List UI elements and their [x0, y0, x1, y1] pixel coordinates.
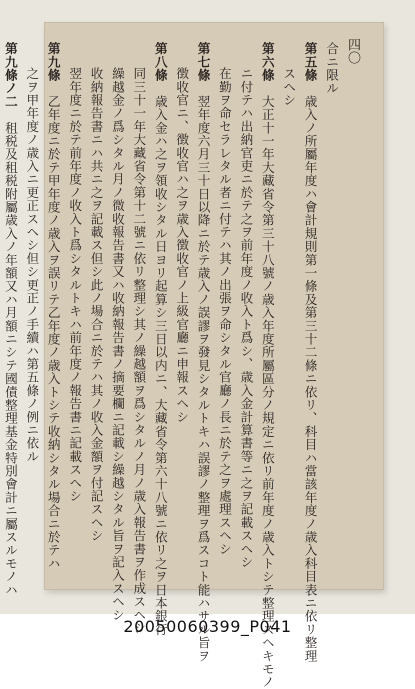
- text-line: [278, 42, 299, 572]
- line-text: 同三十一年大藏省令第十二號ニ依リ整理シ其ノ繰越額ヲ爲シタルノ月ノ歳入報告書ヲ作成スヘシ: [131, 67, 147, 635]
- line-text: 之ヲ甲年度ノ歳入ニ更正スヘシ但シ更正ノ手續ハ第五條ノ例ニ依ル: [24, 67, 40, 464]
- text-line: [64, 42, 85, 572]
- line-text: スヘシ: [281, 67, 297, 107]
- line-text: 徴收官ニ、徴收官ハ之ヲ歳入徴收官ノ上級官廳ニ申報スヘシ: [174, 67, 190, 424]
- text-line: [299, 42, 320, 663]
- image-caption: 20050060399_P041: [123, 617, 292, 636]
- article-heading: 第五條: [302, 42, 318, 82]
- text-line: [42, 42, 63, 572]
- article-heading: 第九條: [45, 42, 61, 82]
- text-line: [85, 42, 106, 572]
- line-text: 歳入ノ所屬年度ハ會計規則第一條及第三十二條ニ依リ、科目ハ當該年度ノ歳入科目表ニ依リ整理: [302, 94, 318, 663]
- text-line: [235, 42, 256, 572]
- text-line: [149, 42, 170, 637]
- line-text: 大正十一年大藏省令第三十八號ノ歳入年度所屬區分ノ規定ニ依リ前年度ノ歳入トシテ整理スヘキモノ: [259, 94, 275, 689]
- line-text: 合ニ限ル: [324, 42, 339, 95]
- text-line: [21, 42, 42, 572]
- text-line: [192, 42, 213, 663]
- article-heading: 第九條ノ二: [2, 42, 18, 108]
- line-text: 翌年度ニ於テ前年度ノ收入ト爲シタルトキハ前年度ノ報告書ニ記載スヘシ: [67, 67, 83, 503]
- text-line: [171, 42, 192, 572]
- line-text: 歳入金ハ之ヲ領收シタル日ヨリ起算シ三日以内ニ、大藏省令第六十八號ニ依リ之ヲ日本銀行: [152, 94, 168, 637]
- text-line: [128, 42, 149, 635]
- article-heading: 第六條: [259, 42, 275, 82]
- page-number: 四〇: [345, 38, 360, 64]
- line-text: 乙年度ニ於テ甲年度ノ歳入ヲ誤リテ乙年度ノ歳入トシテ收納シタル場合ニ於テハ: [45, 94, 61, 571]
- article-heading: 第八條: [152, 42, 168, 82]
- text-line: [256, 42, 277, 689]
- line-text: 繰越金ノ爲シタル月ノ微收報告書又ハ收納報告書ノ摘要欄ニ記載シ繰越シタル旨ヲ記入スヘシ: [109, 67, 125, 622]
- text-line: [214, 42, 235, 572]
- text-line: [321, 42, 342, 572]
- line-text: 收納報告書ニハ共ニ之ヲ記載ス但シ此ノ場合ニ於テハ其ノ收入金額ヲ付記スヘシ: [88, 67, 104, 543]
- line-text: 翌年度六月三十日以降ニ於テ歳入ノ誤謬ヲ發見シタルトキハ誤謬ノ整理ヲ爲スコト能ハサル旨ヲ: [195, 94, 211, 663]
- line-text: ニ付テハ出納官吏ニ於テ之ヲ前年度ノ收入ト爲シ、歳入金計算書等ニ之ヲ記載スヘシ: [238, 67, 254, 569]
- line-text: 租税及租税附屬歳入ノ年額又ハ月額ニシテ國債整理基金特別會計ニ屬スルモノハ: [2, 121, 18, 597]
- text-line: [107, 42, 128, 622]
- line-text: 在勤ヲ命セラレタル者ニ付テハ其ノ出張ヲ命シタル官廳ノ長ニ於テ之ヲ處理スヘシ: [216, 67, 232, 556]
- article-heading: 第七條: [195, 42, 211, 82]
- text-line: [0, 42, 21, 597]
